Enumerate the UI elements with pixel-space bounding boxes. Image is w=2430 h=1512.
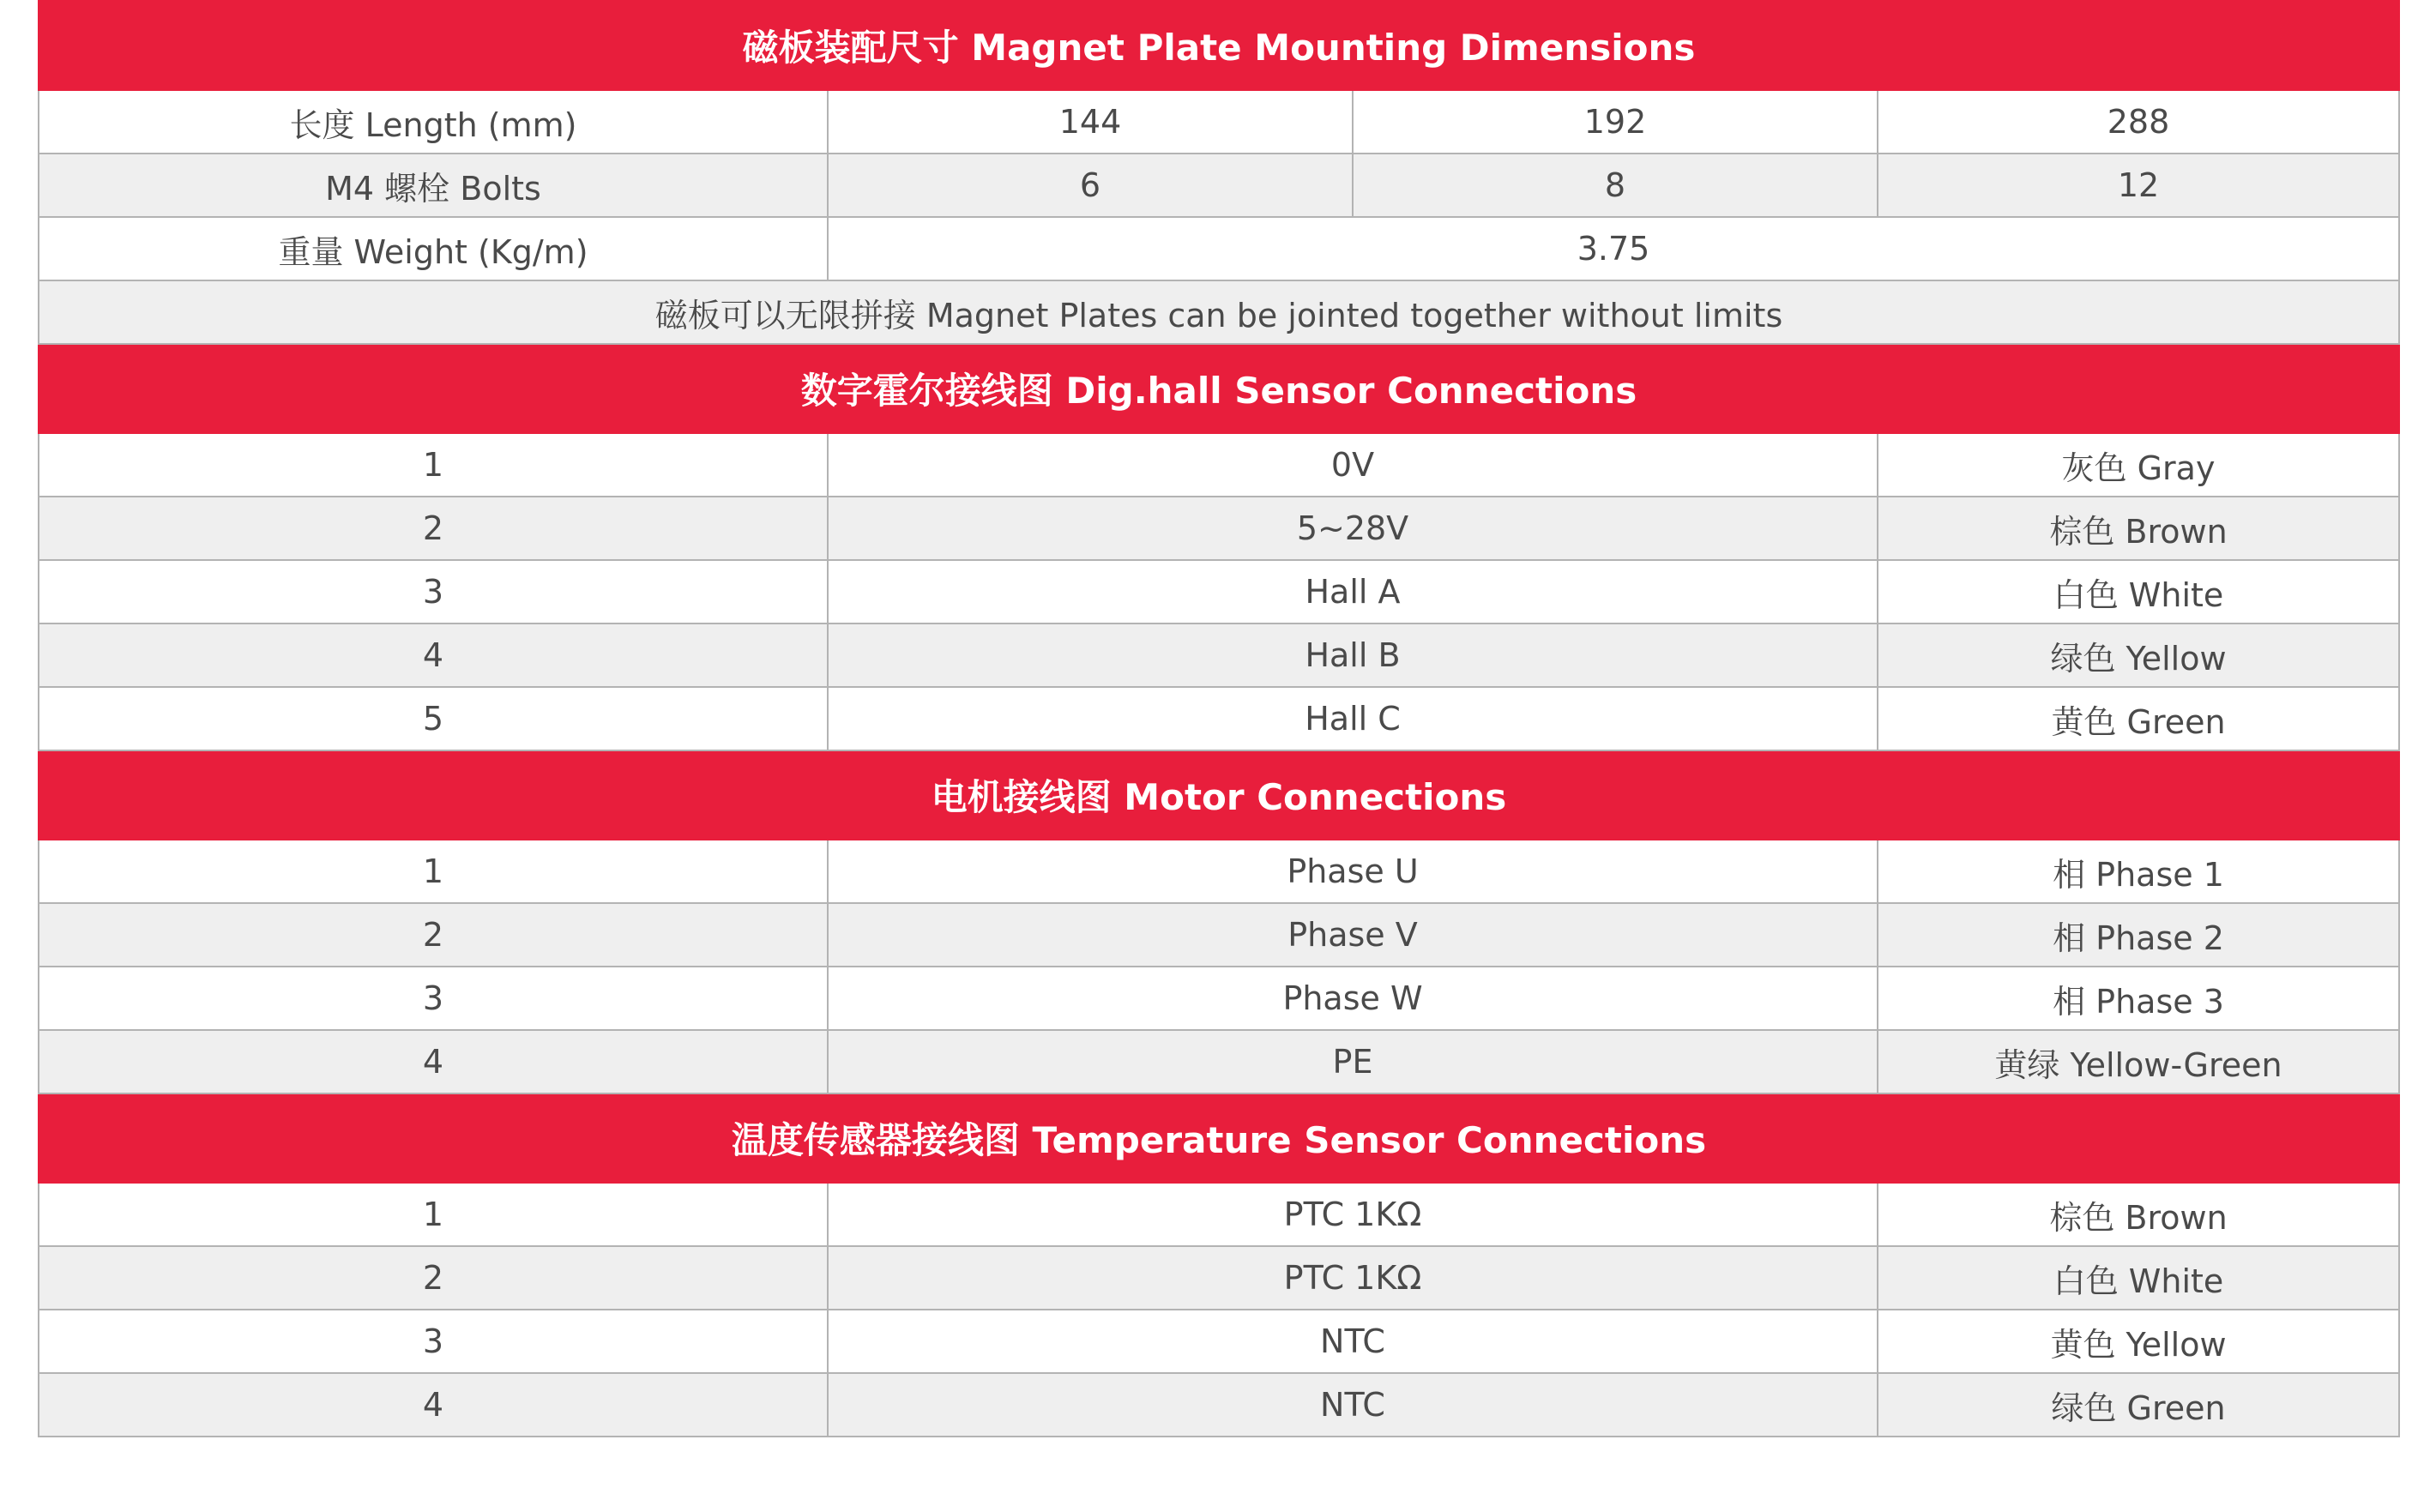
length-value: 192 <box>1353 90 1878 154</box>
signal-name: Hall C <box>828 687 1878 750</box>
weight-label: 重量 Weight (Kg/m) <box>39 217 828 280</box>
pin-number: 3 <box>39 1310 828 1373</box>
signal-name: Phase V <box>828 903 1878 967</box>
bolts-value: 8 <box>1353 154 1878 217</box>
magnet-note: 磁板可以无限拼接 Magnet Plates can be jointed together without limits <box>39 280 2399 344</box>
signal-name: PE <box>828 1030 1878 1093</box>
wire-color: 黄绿 Yellow-Green <box>1878 1030 2399 1093</box>
signal-name: Phase U <box>828 840 1878 903</box>
wire-color: 棕色 Brown <box>1878 1183 2399 1246</box>
spec-table <box>38 0 2400 1437</box>
signal-name: 0V <box>828 433 1878 497</box>
pin-number: 4 <box>39 1030 828 1093</box>
pin-number: 3 <box>39 967 828 1030</box>
signal-name: 5~28V <box>828 497 1878 560</box>
wire-color: 相 Phase 2 <box>1878 903 2399 967</box>
motor-row <box>39 1030 2399 1093</box>
pin-number: 3 <box>39 560 828 623</box>
signal-name: Hall B <box>828 623 1878 687</box>
motor-section-title: 电机接线图 Motor Connections <box>39 750 2399 840</box>
motor-header-row <box>39 750 2399 840</box>
temperature-row <box>39 1310 2399 1373</box>
temperature-row <box>39 1373 2399 1437</box>
motor-row <box>39 903 2399 967</box>
weight-value: 3.75 <box>828 217 2399 280</box>
wire-color: 相 Phase 3 <box>1878 967 2399 1030</box>
signal-name: PTC 1KΩ <box>828 1183 1878 1246</box>
pin-number: 1 <box>39 840 828 903</box>
magnet-header-row <box>39 1 2399 90</box>
signal-name: NTC <box>828 1373 1878 1437</box>
hall-section-title: 数字霍尔接线图 Dig.hall Sensor Connections <box>39 344 2399 433</box>
wire-color: 白色 White <box>1878 560 2399 623</box>
temperature-row <box>39 1246 2399 1310</box>
wire-color: 绿色 Yellow <box>1878 623 2399 687</box>
wire-color: 白色 White <box>1878 1246 2399 1310</box>
pin-number: 4 <box>39 1373 828 1437</box>
motor-row <box>39 967 2399 1030</box>
temperature-header-row <box>39 1093 2399 1183</box>
magnet-section-title: 磁板装配尺寸 Magnet Plate Mounting Dimensions <box>39 1 2399 90</box>
pin-number: 1 <box>39 433 828 497</box>
bolts-row <box>39 154 2399 217</box>
signal-name: PTC 1KΩ <box>828 1246 1878 1310</box>
signal-name: Phase W <box>828 967 1878 1030</box>
pin-number: 1 <box>39 1183 828 1246</box>
length-row <box>39 90 2399 154</box>
signal-name: NTC <box>828 1310 1878 1373</box>
length-value: 144 <box>828 90 1353 154</box>
wire-color: 黄色 Yellow <box>1878 1310 2399 1373</box>
hall-row <box>39 497 2399 560</box>
pin-number: 2 <box>39 497 828 560</box>
hall-header-row <box>39 344 2399 433</box>
weight-row <box>39 217 2399 280</box>
wire-color: 绿色 Green <box>1878 1373 2399 1437</box>
bolts-value: 12 <box>1878 154 2399 217</box>
bolts-value: 6 <box>828 154 1353 217</box>
bolts-label: M4 螺栓 Bolts <box>39 154 828 217</box>
hall-row <box>39 560 2399 623</box>
magnet-note-row <box>39 280 2399 344</box>
hall-row <box>39 433 2399 497</box>
pin-number: 5 <box>39 687 828 750</box>
wire-color: 相 Phase 1 <box>1878 840 2399 903</box>
wire-color: 灰色 Gray <box>1878 433 2399 497</box>
hall-row <box>39 687 2399 750</box>
wire-color: 黄色 Green <box>1878 687 2399 750</box>
temperature-section-title: 温度传感器接线图 Temperature Sensor Connections <box>39 1093 2399 1183</box>
wire-color: 棕色 Brown <box>1878 497 2399 560</box>
motor-row <box>39 840 2399 903</box>
signal-name: Hall A <box>828 560 1878 623</box>
length-value: 288 <box>1878 90 2399 154</box>
temperature-row <box>39 1183 2399 1246</box>
length-label: 长度 Length (mm) <box>39 90 828 154</box>
pin-number: 2 <box>39 1246 828 1310</box>
hall-row <box>39 623 2399 687</box>
pin-number: 2 <box>39 903 828 967</box>
pin-number: 4 <box>39 623 828 687</box>
